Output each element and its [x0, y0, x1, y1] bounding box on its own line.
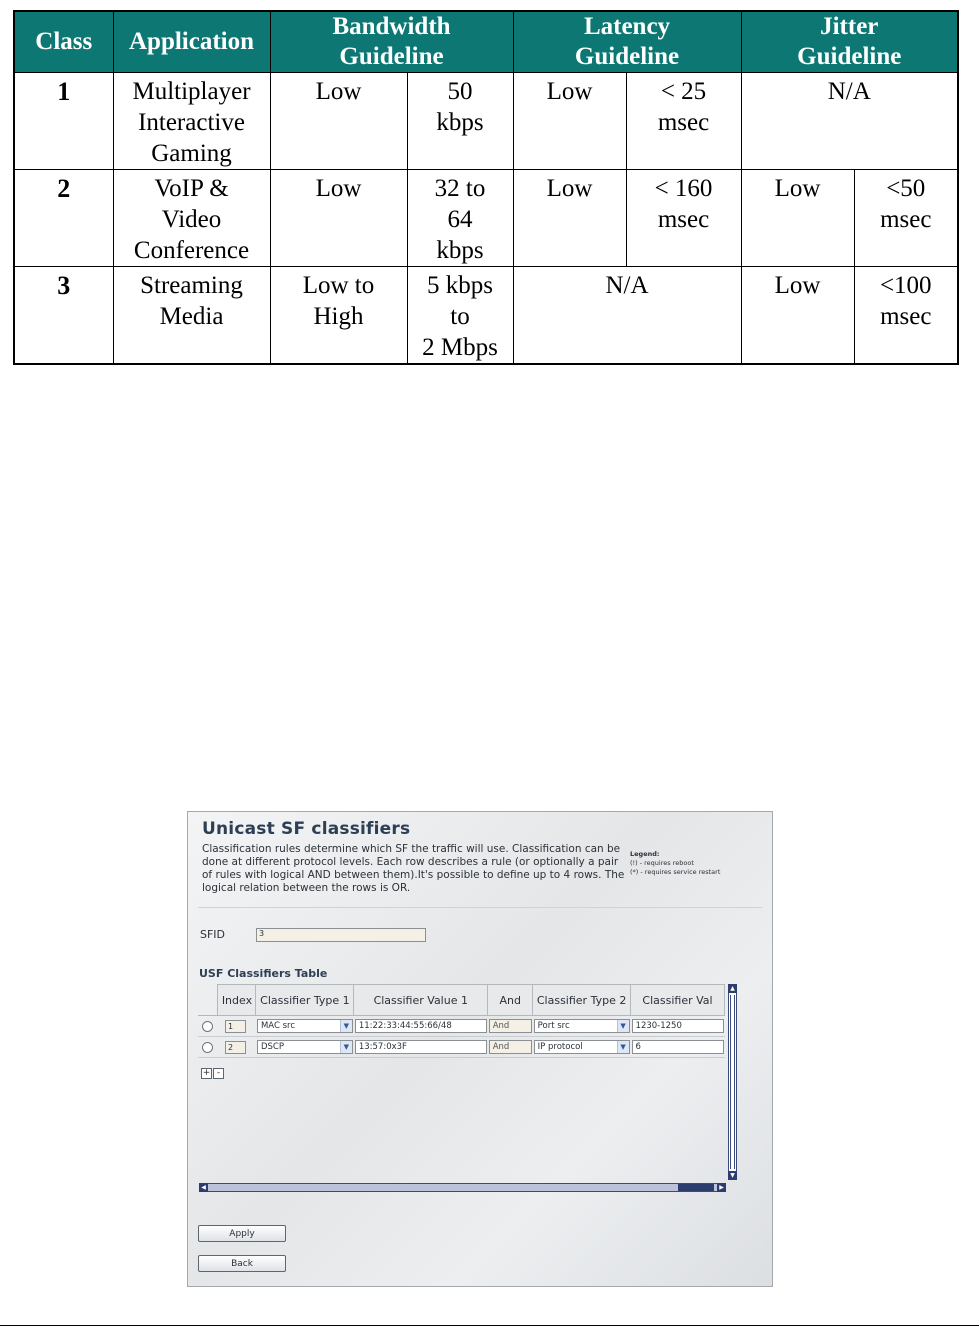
- jitter-value-cell: <100 msec: [854, 267, 958, 365]
- sfid-field[interactable]: 3: [256, 928, 426, 942]
- latency-value-cell: < 160 msec: [626, 170, 741, 267]
- latency-level-cell: Low: [513, 73, 626, 170]
- header-jitter: [741, 11, 958, 73]
- row-controls: [201, 1060, 225, 1079]
- back-button[interactable]: Back: [198, 1255, 286, 1272]
- legend: [630, 850, 720, 877]
- vertical-scrollbar[interactable]: [728, 984, 737, 1180]
- scroll-right-icon[interactable]: ▶: [717, 1183, 726, 1192]
- jitter-na-cell: N/A: [741, 73, 958, 170]
- legend-restart: (*) - requires service restart: [630, 868, 721, 876]
- classifier-value-2-input[interactable]: 1230-1250: [632, 1019, 724, 1033]
- qos-guideline-table: [13, 10, 959, 365]
- header-classifier-value-1: Classifier Value 1: [354, 985, 488, 1016]
- header-classifier-type-2: Classifier Type 2: [533, 985, 631, 1016]
- usf-table-area: [198, 984, 725, 1174]
- value2-cell: [631, 1016, 725, 1037]
- index-cell: [218, 1037, 256, 1058]
- header-classifier-value-2: Classifier Val: [631, 985, 725, 1016]
- latency-na-cell: N/A: [513, 267, 741, 365]
- scroll-left-icon[interactable]: ◀: [199, 1183, 208, 1192]
- latency-value-cell: < 25 msec: [626, 73, 741, 170]
- table-row: [14, 267, 958, 365]
- class-cell: 2: [14, 170, 113, 267]
- classifier-type-2-select[interactable]: [534, 1040, 630, 1054]
- bandwidth-value-cell: 32 to 64 kbps: [407, 170, 513, 267]
- type1-cell: [256, 1016, 354, 1037]
- page-title: Unicast SF classifiers: [202, 819, 411, 839]
- jitter-level-cell: Low: [741, 267, 854, 365]
- legend-reboot: (!) - requires reboot: [630, 859, 694, 867]
- and-field: And: [489, 1040, 532, 1054]
- index-field[interactable]: 1: [225, 1020, 246, 1033]
- row-select-cell: [198, 1037, 218, 1058]
- table-row: [14, 73, 958, 170]
- header-and: And: [488, 985, 533, 1016]
- row-radio[interactable]: [202, 1021, 213, 1032]
- horizontal-scrollbar[interactable]: [199, 1183, 726, 1192]
- usf-table-title: USF Classifiers Table: [199, 967, 328, 980]
- classifier-value-1-input[interactable]: 11:22:33:44:55:66/48: [355, 1019, 487, 1033]
- chevron-down-icon: ▼: [340, 1020, 352, 1032]
- page-bottom-rule: [0, 1325, 979, 1326]
- header-classifier-type-1: Classifier Type 1: [256, 985, 354, 1016]
- chevron-down-icon: ▼: [340, 1041, 352, 1053]
- scroll-up-icon[interactable]: ▲: [728, 984, 737, 993]
- classifier-value-2-input[interactable]: 6: [632, 1040, 724, 1054]
- add-row-button[interactable]: +: [202, 1068, 211, 1078]
- class-cell: 1: [14, 73, 113, 170]
- header-bandwidth: [270, 11, 513, 73]
- horizontal-scroll-thumb[interactable]: [678, 1184, 714, 1191]
- type1-cell: [256, 1037, 354, 1058]
- select-value: Port src: [537, 1021, 570, 1031]
- and-field: And: [489, 1019, 532, 1033]
- header-latency-text: Latency Guideline: [574, 13, 680, 70]
- application-cell: Streaming Media: [113, 267, 270, 365]
- vertical-scroll-track: [730, 995, 735, 1169]
- classifier-value-1-input[interactable]: 13:57:0x3F: [355, 1040, 487, 1054]
- apply-button[interactable]: Apply: [198, 1225, 286, 1242]
- header-application: Application: [113, 11, 270, 73]
- header-bandwidth-text: Bandwidth Guideline: [332, 13, 451, 70]
- value1-cell: [354, 1016, 488, 1037]
- usf-header-row: [198, 985, 725, 1016]
- header-index: Index: [218, 985, 256, 1016]
- application-cell: VoIP & Video Conference: [113, 170, 270, 267]
- application-cell: Multiplayer Interactive Gaming: [113, 73, 270, 170]
- row-radio[interactable]: [202, 1042, 213, 1053]
- bandwidth-level-cell: Low to High: [270, 267, 407, 365]
- select-value: IP protocol: [537, 1042, 583, 1052]
- chevron-down-icon: ▼: [617, 1020, 629, 1032]
- usf-classifiers-table: [198, 984, 725, 1058]
- classifier-type-2-select[interactable]: [534, 1019, 630, 1033]
- jitter-value-cell: <50 msec: [854, 170, 958, 267]
- remove-row-button[interactable]: -: [213, 1068, 224, 1079]
- jitter-level-cell: Low: [741, 170, 854, 267]
- table-header-row: [14, 11, 958, 73]
- bandwidth-level-cell: Low: [270, 73, 407, 170]
- index-field[interactable]: 2: [225, 1041, 246, 1054]
- type2-cell: [533, 1016, 631, 1037]
- unicast-sf-classifiers-panel: [187, 811, 773, 1287]
- select-column-header: [198, 985, 218, 1016]
- sfid-label: SFID: [200, 928, 226, 941]
- select-value: MAC src: [260, 1021, 295, 1031]
- select-value: DSCP: [260, 1042, 284, 1052]
- type2-cell: [533, 1037, 631, 1058]
- header-jitter-text: Jitter Guideline: [797, 13, 902, 70]
- bandwidth-value-cell: 5 kbps to 2 Mbps: [407, 267, 513, 365]
- classifier-type-1-select[interactable]: [257, 1040, 353, 1054]
- class-cell: 3: [14, 267, 113, 365]
- page-description: Classification rules determine which SF the traffic will use. Classification can be done at different protocol levels. Each row describes a rule (or optionally a pair of rules with logical AND between them).It's possible to define up to 4 rows. The logical relation between the rows is OR.: [202, 843, 625, 894]
- value1-cell: [354, 1037, 488, 1058]
- header-class: Class: [14, 11, 113, 73]
- classifier-type-1-select[interactable]: [257, 1019, 353, 1033]
- value2-cell: [631, 1037, 725, 1058]
- legend-title: Legend:: [630, 850, 660, 858]
- bandwidth-level-cell: Low: [270, 170, 407, 267]
- scroll-down-icon[interactable]: ▼: [728, 1171, 737, 1180]
- table-row: [198, 1037, 725, 1058]
- latency-level-cell: Low: [513, 170, 626, 267]
- table-row: [14, 170, 958, 267]
- divider: [198, 907, 762, 908]
- chevron-down-icon: ▼: [617, 1041, 629, 1053]
- index-cell: [218, 1016, 256, 1037]
- bandwidth-value-cell: 50 kbps: [407, 73, 513, 170]
- header-latency: [513, 11, 741, 73]
- row-select-cell: [198, 1016, 218, 1037]
- and-cell: [488, 1016, 533, 1037]
- table-row: [198, 1016, 725, 1037]
- and-cell: [488, 1037, 533, 1058]
